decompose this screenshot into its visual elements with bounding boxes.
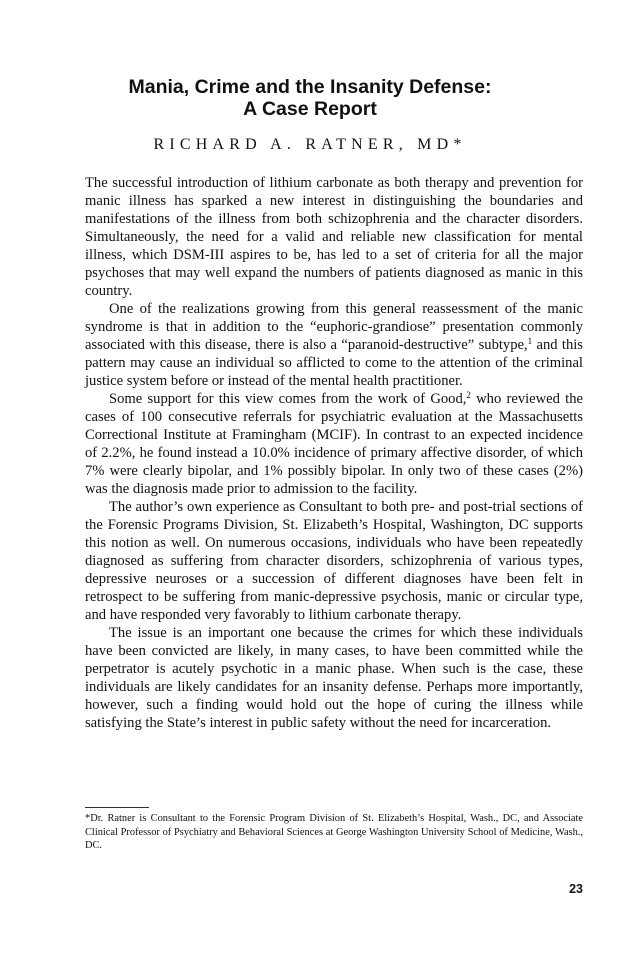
paragraph: [85, 390, 583, 498]
author-byline: RICHARD A. RATNER, MD*: [153, 136, 467, 153]
page-number: 23: [569, 882, 583, 896]
article-title: [60, 76, 560, 120]
paragraph: [85, 498, 583, 624]
paragraph-text: One of the realizations growing from this general reassessment of the manic syndrome is that in addition to the “euphoric-grandiose” presentation commonly associated with this disease, there is also a “paranoid-destructive” subtype,: [85, 301, 583, 353]
paragraph: [85, 624, 583, 732]
paragraph: [85, 300, 583, 390]
article-body: [85, 174, 583, 732]
reference-marker: 2: [466, 390, 471, 400]
paragraph-text: who reviewed the cases of 100 consecutive referrals for psychiatric evaluation at the Massachusetts Correctional Institute at Framingham (MCIF). In contrast to an expected incidence of 2.2%, he found instead a 10.0% incidence of primary affective disorder, of which 7% were clearly bipolar, and 1% possibly bipolar. In only two of these cases (2%) was the diagnosis made prior to admission to the facility.: [85, 391, 584, 497]
paragraph-text: Some support for this view comes from the work of Good,: [109, 391, 467, 407]
paragraph-text: The author’s own experience as Consultant to both pre- and post-trial sections of the Forensic Programs Division, St. Elizabeth’s Hospital, Washington, DC supports this notion as well. On numerous occasions, individuals who have been repeatedly diagnosed as suffering from character disorders, schizophrenia of various types, depressive neuroses or a succession of different diagnoses have been felt in retrospect to be suffering from manic-depressive psychosis, manic or circular type, and have responded very favorably to lithium carbonate therapy.: [85, 499, 583, 623]
paragraph-text: The successful introduction of lithium carbonate as both therapy and prevention for manic illness has sparked a new interest in distinguishing the boundaries and manifestations of the illness from both schizophrenia and the character disorders. Simultaneously, the need for a valid and reliable new classification for mental illness, which DSM-III aspires to be, has led to a set of criteria for all the major psychoses that may well expand the numbers of patients diagnosed as manic in this country.: [85, 175, 583, 299]
reference-marker: 1: [527, 336, 533, 346]
paragraph: [85, 174, 583, 300]
paragraph-text: The issue is an important one because the crimes for which these individuals have been convicted are likely, in many cases, to have been committed while the perpetrator is acutely psychotic in a manic phase. When such is the case, these individuals are likely candidates for an insanity defense. Perhaps more importantly, however, such a finding would hold out the hope of curing the illness while satisfying the State’s interest in public safety without the need for incarceration.: [85, 625, 583, 731]
footnote-divider: [85, 807, 149, 808]
author-footnote: *Dr. Ratner is Consultant to the Forensic Program Division of St. Elizabeth’s Hospital, Wash., DC, and Associate Clinical Professor of Psychiatry and Behavioral Sciences at George Washington University School of Medicine, Wash., DC.: [85, 813, 583, 851]
title-line-2: A Case Report: [243, 98, 377, 120]
title-line-1: Mania, Crime and the Insanity Defense:: [128, 76, 492, 98]
paragraph-text: and this pattern may cause an individual so afflicted to come to the attention of the criminal justice system before or instead of the mental health practitioner.: [85, 337, 583, 389]
